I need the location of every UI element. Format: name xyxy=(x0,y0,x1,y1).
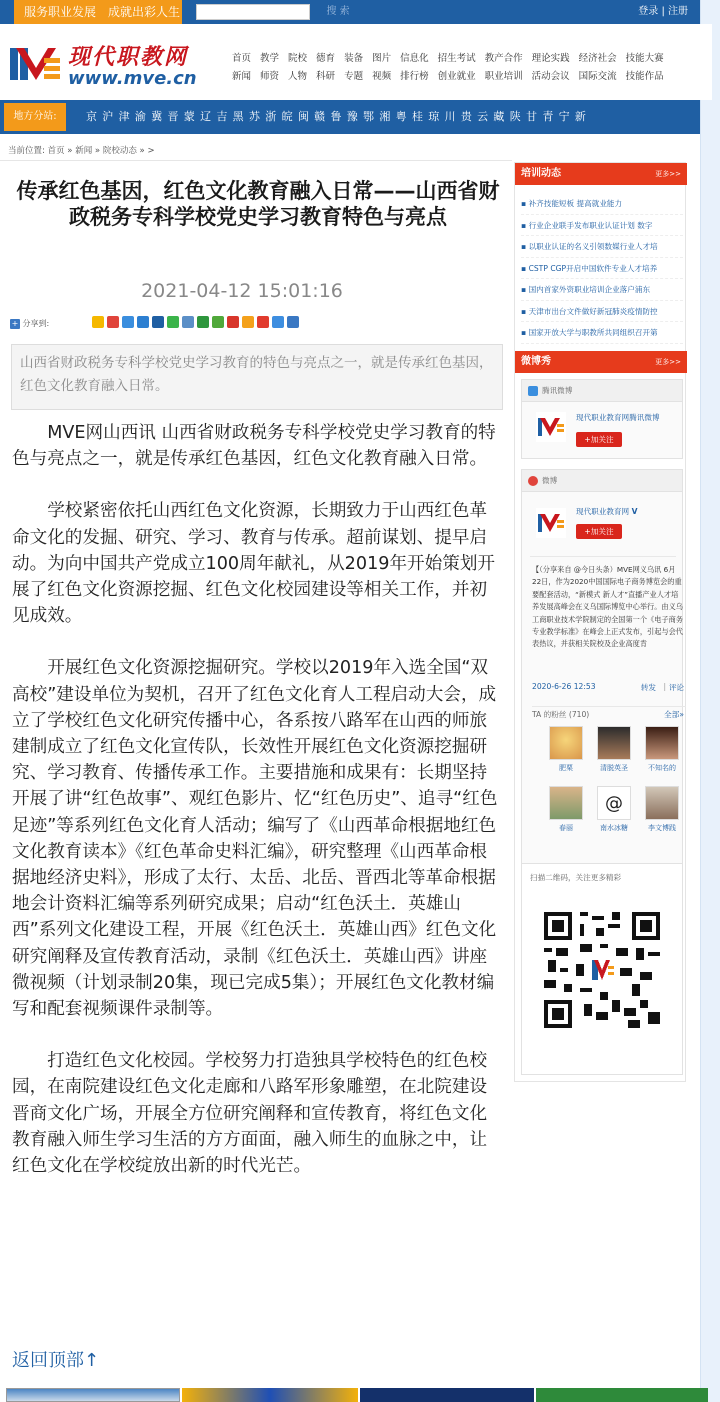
list-item[interactable]: ▪ 补齐技能短板 提高就业能力 xyxy=(521,193,683,215)
taobao-icon[interactable] xyxy=(242,316,254,328)
tencent-weibo-tab[interactable] xyxy=(522,380,682,402)
region-link-0[interactable]: 京 xyxy=(86,110,97,123)
avatar xyxy=(549,726,583,760)
post-date: 2020-6-26 12:53 xyxy=(532,682,596,691)
article-paragraph: 学校紧密依托山西红色文化资源，长期致力于山西红色革命文化的发掘、研究、学习、教育与传承。超前谋划、提早启动。为向中国共产党成立100周年献礼，从2019年开始策划开展了红色文化资源挖掘、红色文化校园建设等相关工作，并初见成效。 xyxy=(12,501,496,627)
tab-label: 微博 xyxy=(542,476,558,485)
breadcrumb-item-news[interactable]: 新闻 xyxy=(75,146,93,156)
account-name-text: 现代职业教育网 xyxy=(576,507,630,516)
search-button[interactable]: 搜 索 xyxy=(318,4,358,20)
mve-logo-icon xyxy=(10,44,62,84)
nav-item-6[interactable]: 信息化 xyxy=(400,53,429,64)
nav-item-1[interactable]: 师资 xyxy=(260,71,280,82)
article-paragraph: 开展红色文化资源挖掘研究。学校以2019年入选全国“双高校”建设单位为契机，召开了红色文化育人工程启动大会，成立了学校红色文化研究传播中心，各系按八路军在山西的师旅建制成立了红色文化宣传队，长效性开展红色文化资源挖掘研究、学习教育、传播传承工作。主要措施和成果有：长期坚持开展了讲“红色故事”、观红色影片、忆“红色历史”、追寻“红色足迹”等系列红色文化育人活动；编写了《山西革命根据地红色文化教育读本》《红色革命史料汇编》，研究整理《山西革命根据地经济史料》，形成了太行、太岳、北岳、晋西北等革命根据地会计资料汇编等系列研究成果；启动“红色沃土．英雄山西”系列文化建设工程，开展《红色沃土．英雄山西》红色文化研究阐释及宣传教育活动，录制《红色沃土．英雄山西》讲座微视频（计划录制20集，现已完成5集）；开展红色文化教材编写和配套视频课件录制等。 xyxy=(12,658,498,1020)
article-date: 2021-04-12 15:01:16 xyxy=(141,280,343,302)
region-link-16[interactable]: 豫 xyxy=(346,110,358,123)
region-label: 地方分站: xyxy=(4,103,66,131)
nav-item-5[interactable]: 图片 xyxy=(372,53,392,64)
nav-item-11[interactable]: 技能大赛 xyxy=(625,53,664,64)
nav-item-2[interactable]: 院校 xyxy=(288,53,308,64)
site-logo[interactable] xyxy=(10,40,210,94)
region-link-30[interactable]: 新 xyxy=(574,110,586,123)
region-link-19[interactable]: 粤 xyxy=(395,110,407,123)
baidu-icon[interactable] xyxy=(257,316,269,328)
share-bar xyxy=(10,316,504,330)
nav-item-10[interactable]: 国际交流 xyxy=(578,71,617,82)
region-link-13[interactable]: 闽 xyxy=(297,110,309,123)
nav-item-6[interactable]: 排行榜 xyxy=(400,71,429,82)
logo-chinese-name: 现代职教网 xyxy=(68,44,189,70)
avatar xyxy=(597,726,631,760)
region-link-6[interactable]: 蒙 xyxy=(183,110,195,123)
fan-name: 春丽 xyxy=(559,824,573,832)
list-item[interactable]: ▪ 国内首家外资职业培训企业落户浦东 xyxy=(521,279,683,301)
nav-item-10[interactable]: 经济社会 xyxy=(578,53,617,64)
region-link-29[interactable]: 宁 xyxy=(558,110,570,123)
list-item[interactable]: ▪ 以职业认证的名义引领数媒行业人才培 xyxy=(521,236,683,258)
chevron-right-icon: » xyxy=(67,146,76,156)
follow-label: 加关注 xyxy=(590,435,614,444)
more-link[interactable]: 更多>> xyxy=(655,358,681,366)
sina-weibo-icon xyxy=(528,476,538,486)
region-bar xyxy=(0,100,700,134)
breadcrumb xyxy=(8,144,155,156)
page-right-strip xyxy=(700,0,720,1402)
qr-code-icon xyxy=(544,912,660,1028)
divider xyxy=(530,556,676,557)
nav-item-7[interactable]: 创业就业 xyxy=(437,71,476,82)
logo-url: www.mve.cn xyxy=(68,68,197,89)
region-link-3[interactable]: 渝 xyxy=(134,110,146,123)
region-link-28[interactable]: 青 xyxy=(542,110,554,123)
share-icons xyxy=(92,316,302,330)
qq-icon[interactable] xyxy=(137,316,149,328)
mve-logo-icon xyxy=(536,412,566,442)
share-label[interactable] xyxy=(10,318,49,329)
region-link-20[interactable]: 桂 xyxy=(411,110,423,123)
wechat-icon[interactable] xyxy=(167,316,179,328)
nav-item-4[interactable]: 专题 xyxy=(344,71,364,82)
weibo-icon[interactable] xyxy=(107,316,119,328)
nav-item-2[interactable]: 人物 xyxy=(288,71,308,82)
region-link-5[interactable]: 晋 xyxy=(167,110,179,123)
banner-ad[interactable] xyxy=(360,1388,534,1402)
comment-link[interactable]: 评论 xyxy=(668,683,684,692)
weibo-title: 微博秀 xyxy=(521,356,551,367)
login-links xyxy=(638,0,688,24)
region-link-7[interactable]: 辽 xyxy=(200,110,212,123)
region-link-23[interactable]: 贵 xyxy=(460,110,472,123)
fan-name: 清脱英圣 xyxy=(600,764,628,772)
nav-item-11[interactable]: 技能作品 xyxy=(625,71,664,82)
article-paragraph: 打造红色文化校园。学校努力打造独具学校特色的红色校园，在南院建设红色文化走廊和八路军形象雕塑，在北院建设晋商文化广场，开展全方位研究阐释和宣传教育，将红色文化教育融入师生学习生活的方方面面，融入师生的血脉之中，让红色文化在学校绽放出新的时代光芒。 xyxy=(12,1051,488,1177)
region-link-21[interactable]: 琼 xyxy=(428,110,440,123)
sina-weibo-tab[interactable] xyxy=(522,470,682,492)
article-title: 传承红色基因，红色文化教育融入日常——山西省财政税务专科学校党史学习教育特色与亮点 xyxy=(16,179,500,229)
tencent-weibo-icon[interactable] xyxy=(122,316,134,328)
clover-icon[interactable] xyxy=(212,316,224,328)
breadcrumb-prefix: 当前位置: xyxy=(8,146,45,156)
renren-icon[interactable] xyxy=(152,316,164,328)
region-link-27[interactable]: 甘 xyxy=(526,110,538,123)
fan-avatar[interactable] xyxy=(548,726,584,773)
list-item[interactable]: ▪ 国家开放大学与职教所共同组织召开第 xyxy=(521,322,683,344)
fan-name: 肥栗 xyxy=(559,764,573,772)
nav-item-8[interactable]: 教产合作 xyxy=(484,53,523,64)
main-nav-row-1 xyxy=(232,50,673,64)
chevron-right-icon: » xyxy=(94,146,103,156)
tab-label: 腾讯微博 xyxy=(542,386,573,395)
qzone-icon[interactable] xyxy=(92,316,104,328)
fan-name: 不知名的 xyxy=(648,764,676,772)
site-header xyxy=(0,24,712,100)
top-bar xyxy=(0,0,700,24)
sohu-icon[interactable] xyxy=(227,316,239,328)
fan-avatar[interactable] xyxy=(644,726,680,773)
nav-item-3[interactable]: 科研 xyxy=(316,71,336,82)
repost-link[interactable]: 转发 xyxy=(640,683,656,692)
region-link-11[interactable]: 浙 xyxy=(265,110,277,123)
training-news-list xyxy=(521,193,683,344)
banner-ad[interactable] xyxy=(6,1388,180,1402)
list-item[interactable]: ▪ 行业企业联手发布职业认证计划 数字 xyxy=(521,215,683,237)
region-link-25[interactable]: 藏 xyxy=(493,110,505,123)
weibo-post-meta xyxy=(532,682,686,691)
fans-header xyxy=(532,706,686,720)
region-link-1[interactable]: 沪 xyxy=(102,110,114,123)
region-link-4[interactable]: 冀 xyxy=(151,110,163,123)
nav-item-4[interactable]: 装备 xyxy=(344,53,364,64)
plus-icon: + xyxy=(11,319,19,328)
fan-name: 李文博践 xyxy=(648,824,676,832)
more-share-icon[interactable] xyxy=(287,316,299,328)
avatar: @ xyxy=(597,786,631,820)
site-slogan: 服务职业发展 成就出彩人生 xyxy=(14,0,182,24)
fan-name: 南水冰糖 xyxy=(600,824,628,832)
banner-ad[interactable] xyxy=(536,1388,708,1402)
region-link-26[interactable]: 陕 xyxy=(509,110,521,123)
nav-item-5[interactable]: 视频 xyxy=(372,71,392,82)
list-item[interactable]: ▪ 天津市出台文件做好新冠肺炎疫情防控 xyxy=(521,301,683,323)
netease-icon[interactable] xyxy=(272,316,284,328)
list-item[interactable]: ▪ CSTP CGP开启中国软件专业人才培养 xyxy=(521,258,683,280)
follow-button[interactable]: +加关注 xyxy=(576,524,622,539)
fan-avatar[interactable] xyxy=(596,726,632,773)
banner-ad[interactable] xyxy=(182,1388,358,1402)
share-label-text: 分享到: xyxy=(22,319,50,328)
back-to-top-link[interactable]: 返回顶部↑ xyxy=(12,1350,100,1371)
tencent-weibo-icon xyxy=(528,386,538,396)
breadcrumb-item-home[interactable]: 首页 xyxy=(47,146,65,156)
nav-item-7[interactable]: 招生考试 xyxy=(437,53,476,64)
region-link-15[interactable]: 鲁 xyxy=(330,110,342,123)
weibo-post-text: 【（分享来自 @今日头条）MVE网义乌讯 6月22日，作为2020中国国际电子商务博览会的重要配套活动，“新模式 新人才”直播产业人才培养发展高峰会在义乌国际博览中心举行。由义乌工商职业技术学院制定的全国第一个《电子商务专业教学标准》在峰会上正式发布，引起与会代表热议，并获相关院校及企业高度肯 xyxy=(532,565,683,649)
bottom-banners xyxy=(6,1388,708,1402)
all-fans-link[interactable]: 全部» xyxy=(664,710,684,719)
qr-label: 扫描二维码，关注更多精彩 xyxy=(530,873,622,882)
more-link[interactable]: 更多>> xyxy=(655,170,681,178)
region-link-17[interactable]: 鄂 xyxy=(363,110,375,123)
article-body xyxy=(12,420,502,1205)
region-link-10[interactable]: 苏 xyxy=(248,110,260,123)
login-link[interactable]: 登录 xyxy=(638,6,659,17)
region-links xyxy=(86,100,591,134)
region-link-2[interactable]: 津 xyxy=(118,110,130,123)
nav-item-9[interactable]: 活动会议 xyxy=(531,71,570,82)
sidebar xyxy=(514,162,686,1082)
region-link-9[interactable]: 黑 xyxy=(232,110,244,123)
region-link-12[interactable]: 皖 xyxy=(281,110,293,123)
region-link-14[interactable]: 赣 xyxy=(314,110,326,123)
search-input[interactable] xyxy=(196,4,310,20)
fans-title: TA 的粉丝 (710) xyxy=(532,710,590,719)
region-link-22[interactable]: 川 xyxy=(444,110,456,123)
avatar xyxy=(645,786,679,820)
divider xyxy=(0,160,512,161)
fan-avatar[interactable] xyxy=(644,786,680,833)
tencent-weibo-card xyxy=(521,379,683,459)
main-nav-row-2 xyxy=(232,68,673,82)
nav-item-9[interactable]: 理论实践 xyxy=(531,53,570,64)
mve-logo-icon xyxy=(536,508,566,538)
region-link-8[interactable]: 吉 xyxy=(216,110,228,123)
tencent-weibo-account-name[interactable]: 现代职业教育网腾讯微博 xyxy=(576,413,660,422)
nav-item-1[interactable]: 教学 xyxy=(260,53,280,64)
follow-label: 加关注 xyxy=(590,527,614,536)
nav-item-3[interactable]: 德育 xyxy=(316,53,336,64)
separator: | xyxy=(663,682,666,691)
training-news-header xyxy=(515,163,687,185)
nav-item-8[interactable]: 职业培训 xyxy=(484,71,523,82)
article-paragraph: MVE网山西讯 山西省财政税务专科学校党史学习教育的特色与亮点之一，就是传承红色基因，红色文化教育融入日常。 xyxy=(12,423,496,470)
kaixin-icon[interactable] xyxy=(182,316,194,328)
fan-avatar[interactable] xyxy=(548,786,584,833)
avatar xyxy=(645,726,679,760)
verified-icon: V xyxy=(631,507,638,516)
sina-weibo-account-name[interactable] xyxy=(576,506,637,517)
nav-item-0[interactable]: 首页 xyxy=(232,53,252,64)
avatar xyxy=(549,786,583,820)
chevron-right-icon: » > xyxy=(139,146,155,156)
nav-item-0[interactable]: 新闻 xyxy=(232,71,252,82)
separator: | xyxy=(661,6,665,17)
breadcrumb-item-category[interactable]: 院校动态 xyxy=(102,146,137,156)
qr-code-card xyxy=(521,863,683,1075)
article-summary: 山西省财政税务专科学校党史学习教育的特色与亮点之一，就是传承红色基因，红色文化教育融入日常。 xyxy=(11,344,503,410)
training-news-title: 培训动态 xyxy=(521,168,561,179)
region-link-18[interactable]: 湘 xyxy=(379,110,391,123)
weibo-header xyxy=(515,351,687,373)
register-link[interactable]: 注册 xyxy=(668,6,688,17)
douban-icon[interactable] xyxy=(197,316,209,328)
fan-avatar[interactable] xyxy=(596,786,632,833)
follow-button[interactable]: +加关注 xyxy=(576,432,622,447)
region-link-24[interactable]: 云 xyxy=(477,110,489,123)
